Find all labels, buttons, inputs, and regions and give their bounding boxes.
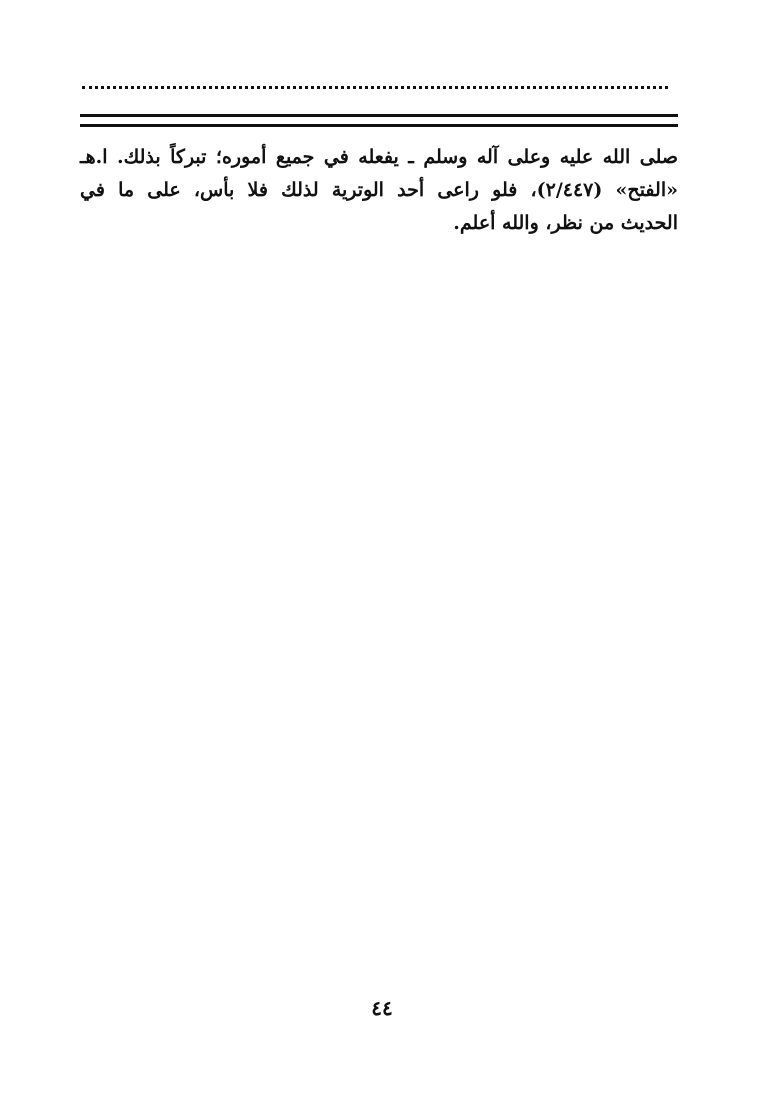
page-number: ٤٤	[371, 996, 393, 1020]
text-line-3: الحديث من نظر، والله أعلم.	[453, 212, 678, 234]
header-rule-upper	[80, 114, 678, 117]
header-rule-lower	[80, 124, 678, 127]
text-line-2: «الفتح» (٢/٤٤٧)، فلو راعى أحد الوترية لذلك فلا بأس، على ما في	[80, 179, 678, 201]
page-body-text	[80, 141, 678, 240]
top-dotted-separator	[82, 86, 668, 89]
text-line-1: صلى الله عليه وعلى آله وسلم ـ يفعله في جميع أموره؛ تبركاً بذلك. ا.هـ	[80, 146, 678, 168]
